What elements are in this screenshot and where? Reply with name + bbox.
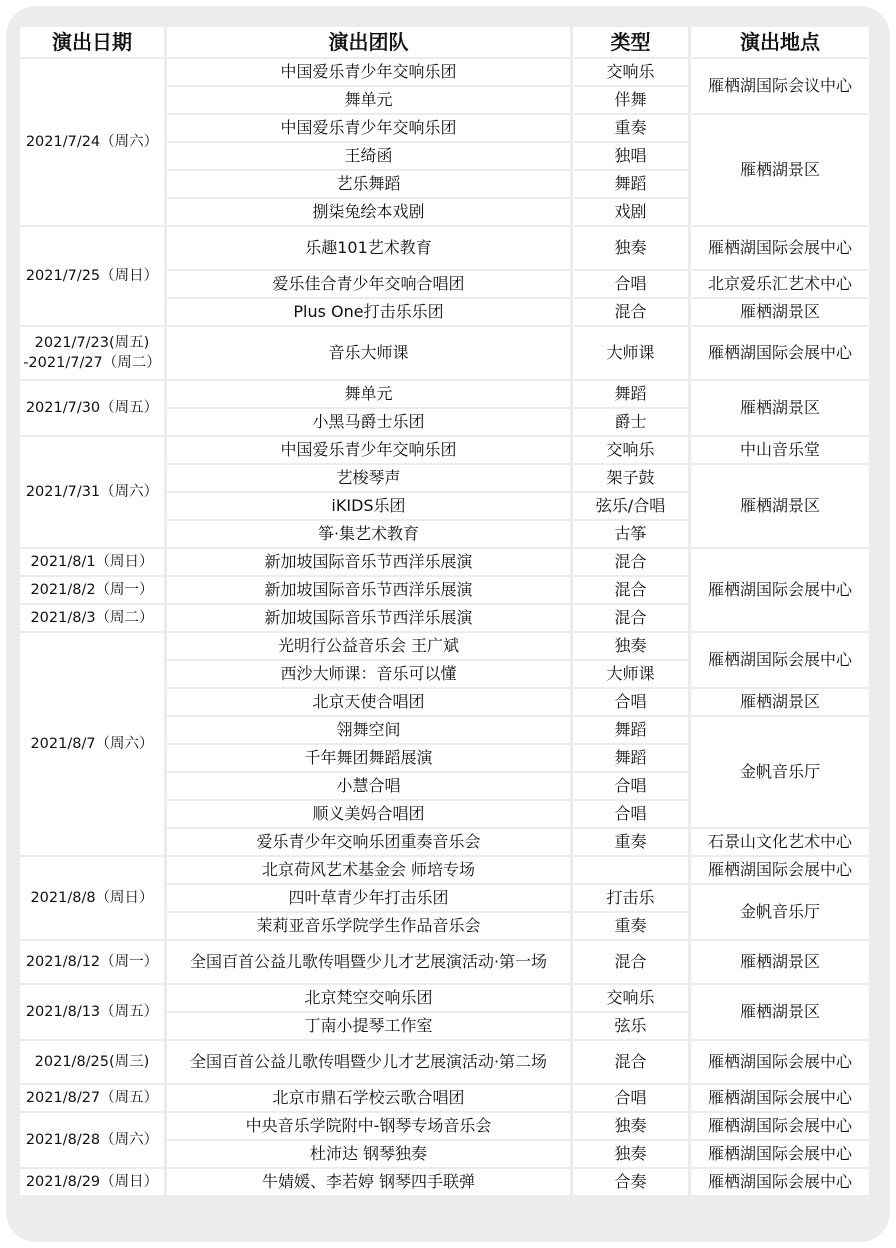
type-cell: 合唱 <box>573 801 688 827</box>
act-cell: 北京天使合唱团 <box>167 689 570 715</box>
type-cell: 重奏 <box>573 115 688 141</box>
table-row <box>20 857 869 883</box>
date-cell <box>20 227 164 325</box>
date-cell <box>20 857 164 939</box>
type-cell: 混合 <box>573 605 688 631</box>
type-cell <box>573 857 688 883</box>
type-cell: 独奏 <box>573 1141 688 1167</box>
date-cell <box>20 1113 164 1167</box>
location-cell: 金帆音乐厅 <box>691 885 869 939</box>
type-cell: 混合 <box>573 299 688 325</box>
header-location: 演出地点 <box>691 27 869 57</box>
location-cell: 雁栖湖景区 <box>691 115 869 225</box>
location-cell: 雁栖湖景区 <box>691 299 869 325</box>
type-cell: 打击乐 <box>573 885 688 911</box>
header-act: 演出团队 <box>167 27 570 57</box>
type-cell: 混合 <box>573 577 688 603</box>
act-cell: 艺乐舞蹈 <box>167 171 570 197</box>
table-row <box>20 1041 869 1083</box>
location-cell: 雁栖湖国际会展中心 <box>691 857 869 883</box>
act-cell: 北京市鼎石学校云歌合唱团 <box>167 1085 570 1111</box>
act-cell: 新加坡国际音乐节西洋乐展演 <box>167 549 570 575</box>
date-line: 2021/8/7（周六） <box>30 736 154 752</box>
table-row <box>20 941 869 983</box>
type-cell: 架子鼓 <box>573 465 688 491</box>
location-cell: 雁栖湖国际会展中心 <box>691 633 869 687</box>
date-cell <box>20 985 164 1039</box>
type-cell: 交响乐 <box>573 985 688 1011</box>
date-line: 2021/8/3（周二） <box>30 610 154 626</box>
location-cell: 雁栖湖景区 <box>691 465 869 547</box>
act-cell: 音乐大师课 <box>167 327 570 379</box>
table-row <box>20 227 869 269</box>
type-cell: 爵士 <box>573 409 688 435</box>
location-cell: 雁栖湖国际会展中心 <box>691 327 869 379</box>
act-cell: 光明行公益音乐会 王广斌 <box>167 633 570 659</box>
date-line: 2021/8/8（周日） <box>30 890 154 906</box>
location-cell: 石景山文化艺术中心 <box>691 829 869 855</box>
schedule-table <box>17 25 872 1197</box>
act-cell: 四叶草青少年打击乐团 <box>167 885 570 911</box>
type-cell: 舞蹈 <box>573 171 688 197</box>
act-cell: 新加坡国际音乐节西洋乐展演 <box>167 605 570 631</box>
act-cell: 全国百首公益儿歌传唱暨少儿才艺展演活动·第一场 <box>167 941 570 983</box>
act-cell: 爱乐青少年交响乐团重奏音乐会 <box>167 829 570 855</box>
location-cell: 雁栖湖国际会展中心 <box>691 1141 869 1167</box>
location-cell: 雁栖湖国际会议中心 <box>691 59 869 113</box>
table-row <box>20 1169 869 1195</box>
act-cell: 丁南小提琴工作室 <box>167 1013 570 1039</box>
date-line: 2021/7/24（周六） <box>25 134 159 150</box>
act-cell: 捌柒兔绘本戏剧 <box>167 199 570 225</box>
act-cell: 翎舞空间 <box>167 717 570 743</box>
type-cell: 混合 <box>573 1041 688 1083</box>
location-cell: 金帆音乐厅 <box>691 717 869 827</box>
type-cell: 舞蹈 <box>573 717 688 743</box>
act-cell: 新加坡国际音乐节西洋乐展演 <box>167 577 570 603</box>
type-cell: 混合 <box>573 941 688 983</box>
type-cell: 戏剧 <box>573 199 688 225</box>
type-cell: 古筝 <box>573 521 688 547</box>
location-cell: 雁栖湖国际会展中心 <box>691 1085 869 1111</box>
type-cell: 舞蹈 <box>573 381 688 407</box>
date-line: 2021/8/2（周一） <box>30 582 154 598</box>
type-cell: 合唱 <box>573 689 688 715</box>
date-cell <box>20 605 164 631</box>
date-line: -2021/7/27（周二） <box>23 355 161 371</box>
act-cell: Plus One打击乐乐团 <box>167 299 570 325</box>
date-line: 2021/8/27（周五） <box>25 1090 159 1106</box>
date-line: 2021/8/1（周日） <box>30 554 154 570</box>
table-row <box>20 985 869 1011</box>
date-line: 2021/7/31（周六） <box>25 484 159 500</box>
location-cell: 雁栖湖国际会展中心 <box>691 1041 869 1083</box>
act-cell: 全国百首公益儿歌传唱暨少儿才艺展演活动·第二场 <box>167 1041 570 1083</box>
date-cell <box>20 1169 164 1195</box>
location-cell: 雁栖湖国际会展中心 <box>691 1113 869 1139</box>
type-cell: 合唱 <box>573 271 688 297</box>
date-cell <box>20 381 164 435</box>
location-cell: 中山音乐堂 <box>691 437 869 463</box>
type-cell: 独奏 <box>573 633 688 659</box>
date-cell <box>20 327 164 379</box>
act-cell: 北京梵空交响乐团 <box>167 985 570 1011</box>
act-cell: iKIDS乐团 <box>167 493 570 519</box>
location-cell: 雁栖湖国际会展中心 <box>691 1169 869 1195</box>
type-cell: 交响乐 <box>573 59 688 85</box>
act-cell: 茉莉亚音乐学院学生作品音乐会 <box>167 913 570 939</box>
location-cell: 雁栖湖景区 <box>691 689 869 715</box>
type-cell: 合唱 <box>573 773 688 799</box>
table-row <box>20 381 869 407</box>
type-cell: 舞蹈 <box>573 745 688 771</box>
act-cell: 王绮函 <box>167 143 570 169</box>
date-line: 2021/8/28（周六） <box>25 1132 159 1148</box>
table-row <box>20 549 869 575</box>
act-cell: 西沙大师课：音乐可以懂 <box>167 661 570 687</box>
location-cell: 雁栖湖景区 <box>691 381 869 435</box>
table-row <box>20 327 869 379</box>
act-cell: 北京荷风艺术基金会 师培专场 <box>167 857 570 883</box>
table-row <box>20 59 869 85</box>
type-cell: 重奏 <box>573 913 688 939</box>
location-cell: 雁栖湖景区 <box>691 985 869 1039</box>
act-cell: 中国爱乐青少年交响乐团 <box>167 115 570 141</box>
act-cell: 爱乐佳合青少年交响合唱团 <box>167 271 570 297</box>
type-cell: 独唱 <box>573 143 688 169</box>
act-cell: 小黑马爵士乐团 <box>167 409 570 435</box>
date-line: 2021/7/23(周五) <box>34 335 150 351</box>
type-cell: 大师课 <box>573 327 688 379</box>
date-cell <box>20 59 164 225</box>
date-line: 2021/7/30（周五） <box>25 400 159 416</box>
date-cell <box>20 1085 164 1111</box>
header-row <box>20 27 869 57</box>
act-cell: 杜沛达 钢琴独奏 <box>167 1141 570 1167</box>
type-cell: 大师课 <box>573 661 688 687</box>
type-cell: 合奏 <box>573 1169 688 1195</box>
date-cell <box>20 577 164 603</box>
location-cell: 雁栖湖国际会展中心 <box>691 227 869 269</box>
date-cell <box>20 1041 164 1083</box>
date-line: 2021/8/25(周三) <box>34 1054 150 1070</box>
act-cell: 中央音乐学院附中-钢琴专场音乐会 <box>167 1113 570 1139</box>
date-cell <box>20 437 164 547</box>
date-cell <box>20 549 164 575</box>
header-type: 类型 <box>573 27 688 57</box>
act-cell: 舞单元 <box>167 381 570 407</box>
act-cell: 顺义美妈合唱团 <box>167 801 570 827</box>
type-cell: 重奏 <box>573 829 688 855</box>
type-cell: 独奏 <box>573 1113 688 1139</box>
type-cell: 混合 <box>573 549 688 575</box>
table-row <box>20 1113 869 1139</box>
table-row <box>20 1085 869 1111</box>
type-cell: 伴舞 <box>573 87 688 113</box>
act-cell: 中国爱乐青少年交响乐团 <box>167 437 570 463</box>
location-cell: 北京爱乐汇艺术中心 <box>691 271 869 297</box>
table-row <box>20 437 869 463</box>
type-cell: 独奏 <box>573 227 688 269</box>
act-cell: 乐趣101艺术教育 <box>167 227 570 269</box>
date-line: 2021/8/29（周日） <box>25 1174 159 1190</box>
date-cell <box>20 941 164 983</box>
act-cell: 小慧合唱 <box>167 773 570 799</box>
type-cell: 弦乐/合唱 <box>573 493 688 519</box>
header-date: 演出日期 <box>20 27 164 57</box>
act-cell: 舞单元 <box>167 87 570 113</box>
date-line: 2021/8/13（周五） <box>25 1004 159 1020</box>
table-row <box>20 633 869 659</box>
location-cell: 雁栖湖国际会展中心 <box>691 549 869 631</box>
type-cell: 弦乐 <box>573 1013 688 1039</box>
type-cell: 交响乐 <box>573 437 688 463</box>
act-cell: 筝·集艺术教育 <box>167 521 570 547</box>
act-cell: 牛婧媛、李若婷 钢琴四手联弹 <box>167 1169 570 1195</box>
act-cell: 艺梭琴声 <box>167 465 570 491</box>
date-cell <box>20 633 164 855</box>
act-cell: 中国爱乐青少年交响乐团 <box>167 59 570 85</box>
act-cell: 千年舞团舞蹈展演 <box>167 745 570 771</box>
date-line: 2021/8/12（周一） <box>25 954 159 970</box>
type-cell: 合唱 <box>573 1085 688 1111</box>
location-cell: 雁栖湖景区 <box>691 941 869 983</box>
date-line: 2021/7/25（周日） <box>25 268 159 284</box>
